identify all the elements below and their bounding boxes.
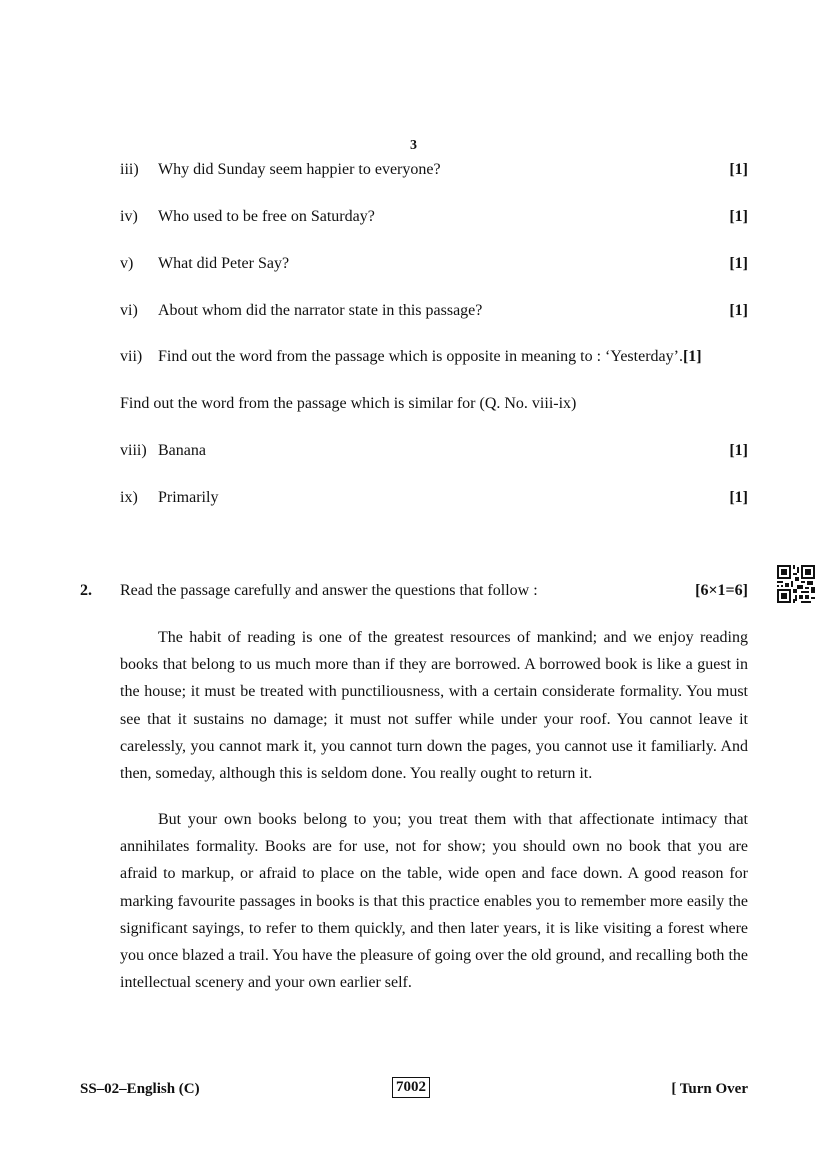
question-row bbox=[120, 348, 748, 370]
question-marks: [1] bbox=[729, 489, 748, 506]
question-number: v) bbox=[120, 255, 134, 272]
question-number: iv) bbox=[120, 208, 138, 225]
section-marks: [6×1=6] bbox=[695, 582, 748, 599]
question-marks: [1] bbox=[729, 161, 748, 178]
question-text-body: Find out the word from the passage which is opposite in meaning to : ‘Yesterday’. bbox=[158, 348, 683, 365]
passage-paragraph: But your own books belong to you; you treat them with that affectionate intimacy that annihilates formality. Books are for use, not for show; you should own no book that you are afraid to markup, or afraid to place on the table, wide open and face down. A good reason for marking favourite passages in books is that this practice enables you to remember more easily the significant sayings, to refer to them quickly, and then later years, it is like visiting a forest where you once blazed a trail. You have the pleasure of going over the old ground, and recalling both the intellectual scenery and your own earlier self. bbox=[120, 811, 748, 992]
section-number: 2. bbox=[80, 582, 92, 599]
footer-subject-code: SS–02–English (C) bbox=[80, 1081, 200, 1097]
passage-paragraph: The habit of reading is one of the greatest resources of mankind; and we enjoy reading books that belong to us much more than if they are borrowed. A borrowed book is like a guest in the house; it must be treated with punctiliousness, with a certain considerate formality. You must see that it sustains no damage; it must not suffer while under your roof. You cannot leave it carelessly, you cannot mark it, you cannot turn down the pages, you cannot use it familiarly. And then, someday, although this is seldom done. You really ought to return it. bbox=[120, 629, 748, 783]
question-number: viii) bbox=[120, 442, 147, 459]
qr-code-icon bbox=[777, 565, 815, 603]
question-row bbox=[120, 208, 748, 230]
question-row bbox=[120, 161, 748, 183]
question-marks: [1] bbox=[729, 255, 748, 272]
question-row bbox=[120, 302, 748, 324]
question-number: ix) bbox=[120, 489, 138, 506]
question-number: vii) bbox=[120, 348, 143, 365]
question-number: iii) bbox=[120, 161, 139, 178]
question-marks: [1] bbox=[729, 442, 748, 459]
question-text: Why did Sunday seem happier to everyone? bbox=[158, 161, 441, 178]
footer-turn-over: [ Turn Over bbox=[671, 1081, 748, 1097]
question-text: Who used to be free on Saturday? bbox=[158, 208, 375, 225]
question-number: vi) bbox=[120, 302, 138, 319]
question-text: About whom did the narrator state in this passage? bbox=[158, 302, 483, 319]
question-text: What did Peter Say? bbox=[158, 255, 290, 272]
question-text: Banana bbox=[158, 442, 206, 459]
question-text: Primarily bbox=[158, 489, 219, 506]
question-row bbox=[120, 442, 748, 464]
section-title: Read the passage carefully and answer the questions that follow : bbox=[120, 582, 538, 599]
question-text bbox=[158, 348, 702, 366]
page-number: 3 bbox=[410, 138, 417, 153]
question-marks: [1] bbox=[729, 208, 748, 225]
question-row bbox=[120, 255, 748, 277]
question-marks: [1] bbox=[729, 302, 748, 319]
instruction-text: Find out the word from the passage which is similar for (Q. No. viii-ix) bbox=[120, 395, 577, 412]
footer-paper-code: 7002 bbox=[392, 1077, 430, 1098]
question-row bbox=[120, 489, 748, 511]
question-marks: [1] bbox=[682, 348, 702, 365]
